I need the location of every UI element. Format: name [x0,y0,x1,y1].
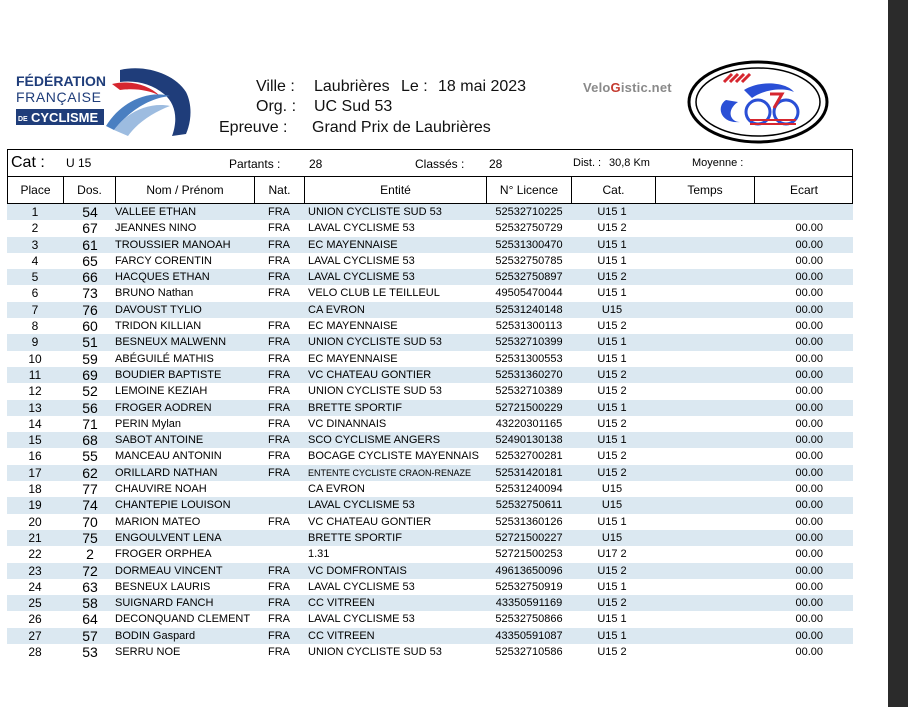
cell-place: 15 [28,433,42,448]
cell-nat: FRA [268,238,290,251]
cell-cat: U15 1 [597,613,627,626]
cell-name: JEANNES NINO [115,222,197,235]
cell-licence: 52531300470 [495,238,563,251]
cell-cat: U15 1 [597,434,627,447]
cell-entite: BRETTE SPORTIF [308,531,402,544]
cell-ecart: 00.00 [795,352,823,365]
cell-dos: 64 [82,611,98,628]
cell-entite: VC DOMFRONTAIS [308,564,407,577]
cell-licence: 52532750866 [495,613,563,626]
cell-place: 22 [28,547,42,562]
cell-entite: CC VITREEN [308,597,375,610]
cell-cat: U15 1 [597,352,627,365]
cell-name: BESNEUX LAURIS [115,580,211,593]
summary-bar [7,149,853,177]
cell-cat: U17 2 [597,548,627,561]
table-row [7,595,853,611]
cell-place: 17 [28,465,42,480]
cell-place: 11 [28,367,42,382]
results-table-body [7,204,853,660]
cell-cat: U15 1 [597,515,627,528]
cell-entite: EC MAYENNAISE [308,320,398,333]
logo-line-2: FRANÇAISE [16,89,102,105]
table-row [7,481,853,497]
cell-dos: 73 [82,285,98,302]
cell-dos: 76 [82,301,98,318]
cell-nat: FRA [268,580,290,593]
cell-cat: U15 2 [597,466,627,479]
table-row [7,530,853,546]
cell-entite: EC MAYENNAISE [308,238,398,251]
col-header-entite: Entité [305,177,487,203]
brand-part-1: Velo [583,80,611,95]
cell-licence: 52721500229 [495,401,563,414]
cell-nat [254,497,304,513]
cell-ecart: 00.00 [795,548,823,561]
cell-dos: 61 [82,236,98,253]
cell-cat: U15 1 [597,254,627,267]
cell-place: 18 [28,482,42,497]
cell-name: ORILLARD NATHAN [115,466,218,479]
cell-licence: 49613650096 [495,564,563,577]
cell-dos: 77 [82,481,98,498]
club-logo [686,60,831,145]
cell-nat: FRA [268,434,290,447]
cell-nat: FRA [268,515,290,528]
cell-entite: CA EVRON [308,483,365,496]
cell-dos: 67 [82,220,98,237]
cell-entite: VC CHATEAU GONTIER [308,368,432,381]
classes-value: 28 [489,157,503,171]
col-header-place: Place [8,177,64,203]
cell-nat: FRA [268,206,290,218]
cell-licence: 52531300553 [495,352,563,365]
velogistic-brand [583,80,672,95]
logo-line-1: FÉDÉRATION [16,73,106,89]
cell-nat: FRA [268,597,290,610]
cell-nat: FRA [268,254,290,267]
classes-label: Classés : [415,157,465,171]
cell-ecart: 00.00 [795,385,823,398]
cell-cat: U15 2 [597,564,627,577]
partants-label: Partants : [229,157,281,171]
cell-nat: FRA [268,287,290,300]
table-row [7,514,853,530]
cell-nat: FRA [268,613,290,626]
org-label: Org. : [256,98,297,115]
date-value: 18 mai 2023 [438,78,527,95]
cell-entite: LAVAL CYCLISME 53 [308,499,415,512]
cell-entite: UNION CYCLISTE SUD 53 [308,385,442,398]
epreuve-value: Grand Prix de Laubrières [312,119,491,136]
col-header-temps: Temps [656,177,755,203]
cell-dos: 59 [82,350,98,367]
cell-name: FROGER AODREN [115,401,212,414]
cell-licence: 52531240148 [495,303,563,316]
cell-licence: 49505470044 [495,287,563,300]
cell-entite: LAVAL CYCLISME 53 [308,271,415,284]
cell-entite: EC MAYENNAISE [308,352,398,365]
cell-cat: U15 2 [597,320,627,333]
cell-nat [254,530,304,546]
table-row [7,628,853,644]
cell-name: BODIN Gaspard [115,629,196,642]
cell-name: FROGER ORPHEA [115,548,212,561]
cell-dos: 63 [82,578,98,595]
cell-cat: U15 2 [597,385,627,398]
cell-entite: VELO CLUB LE TEILLEUL [308,287,440,300]
cell-ecart: 00.00 [795,254,823,267]
table-row [7,416,853,432]
cell-ecart: 00.00 [795,434,823,447]
cell-entite: UNION CYCLISTE SUD 53 [308,206,442,218]
cell-place: 13 [28,400,42,415]
cell-place: 10 [28,351,42,366]
cell-nat: FRA [268,320,290,333]
table-row [7,285,853,301]
cell-licence: 52531360126 [495,515,563,528]
cell-cat: U15 2 [597,597,627,610]
col-header-nat: Nat. [255,177,305,203]
cell-dos: 62 [82,464,98,481]
cell-licence: 52721500253 [495,548,563,561]
table-row [7,611,853,627]
cell-place: 4 [31,253,39,268]
cell-nat: FRA [268,417,290,430]
cell-name: LEMOINE KEZIAH [115,385,208,398]
cell-licence: 52532710225 [495,206,563,218]
cell-place: 26 [28,612,42,627]
cell-name: TRIDON KILLIAN [115,320,202,333]
cell-entite: VC CHATEAU GONTIER [308,515,432,528]
cell-dos: 72 [82,562,98,579]
cell-ecart: 00.00 [795,597,823,610]
cell-ecart: 00.00 [795,320,823,333]
cell-place: 16 [28,449,42,464]
cell-cat: U15 2 [597,646,627,659]
cell-entite: UNION CYCLISTE SUD 53 [308,646,442,659]
cell-ecart: 00.00 [795,613,823,626]
cell-dos: 65 [82,252,98,269]
cell-entite: LAVAL CYCLISME 53 [308,580,415,593]
cell-dos: 70 [82,513,98,530]
cell-cat: U15 [601,499,623,512]
table-row [7,253,853,269]
cell-name: DECONQUAND CLEMENT [115,613,251,626]
cell-entite: CC VITREEN [308,629,375,642]
table-row [7,204,853,220]
cat-label: Cat : [11,154,45,171]
cell-cat: U15 1 [597,580,627,593]
cell-cat: U15 2 [597,417,627,430]
cell-place: 5 [31,270,39,285]
cell-licence: 43350591169 [495,597,563,610]
cell-dos: 68 [82,432,98,449]
cell-nat: FRA [268,368,290,381]
dist-value: 30,8 Km [609,157,650,169]
cell-dos: 57 [82,627,98,644]
table-row [7,367,853,383]
cell-nat: FRA [268,466,290,479]
cell-name: SERRU NOE [115,646,181,659]
cell-dos: 56 [82,399,98,416]
cell-nat: FRA [268,629,290,642]
cat-value: U 15 [66,156,92,170]
cell-dos: 54 [82,204,98,220]
col-header-ecart: Ecart [789,183,818,197]
table-row [7,318,853,334]
cell-licence: 52532750611 [495,499,563,512]
cell-place: 6 [31,286,39,301]
table-row [7,497,853,513]
cell-place: 19 [28,498,42,513]
cell-cat: U15 1 [597,336,627,349]
cell-dos: 2 [86,546,94,563]
ville-value: Laubrières [314,78,390,95]
cell-place: 12 [28,384,42,399]
cell-ecart: 00.00 [795,401,823,414]
cell-nat: FRA [268,271,290,284]
cell-cat: U15 1 [597,238,627,251]
table-row [7,563,853,579]
cell-nat: FRA [268,646,290,659]
cell-place: 1 [31,205,39,219]
brand-part-2: G [610,80,621,95]
cell-nat: FRA [268,564,290,577]
cell-ecart: 00.00 [795,417,823,430]
cell-name: BOUDIER BAPTISTE [115,368,222,381]
cell-cat: U15 2 [597,271,627,284]
cell-entite: ENTENTE CYCLISTE CRAON-RENAZE [308,467,472,478]
cell-licence: 52532750897 [495,271,563,284]
cell-place: 7 [31,302,39,317]
page-side-bar [888,0,908,707]
cell-licence: 52532700281 [495,450,563,463]
cell-place: 27 [28,628,42,643]
cell-name: TROUSSIER MANOAH [115,238,231,251]
cell-name: DAVOUST TYLIO [115,303,202,316]
cell-dos: 71 [82,415,98,432]
cell-name: BRUNO Nathan [115,287,194,300]
org-value: UC Sud 53 [314,98,393,115]
cell-cat: U15 [601,303,623,316]
cell-ecart: 00.00 [795,287,823,300]
col-header-cat: Cat. [572,177,656,203]
cell-cat: U15 [601,531,623,544]
cell-dos: 74 [82,497,98,514]
cell-name: ABÉGUILÉ MATHIS [115,352,214,365]
cell-ecart: 00.00 [795,450,823,463]
table-row [7,351,853,367]
cell-cat: U15 1 [597,206,627,218]
cell-name: VALLEE ETHAN [115,206,197,218]
table-row [7,465,853,481]
table-row [7,644,853,660]
cell-nat: FRA [268,450,290,463]
cell-dos: 58 [82,595,98,612]
cell-place: 24 [28,579,42,594]
cell-entite: VC DINANNAIS [308,417,387,430]
cell-place: 14 [28,416,42,431]
cell-entite: LAVAL CYCLISME 53 [308,613,415,626]
cell-nat [254,302,304,318]
federation-francaise-cyclisme-logo [10,60,195,142]
cell-name: PERIN Mylan [115,417,182,430]
cell-place: 8 [31,319,39,334]
table-row [7,400,853,416]
cell-nat [254,546,304,562]
cell-entite: 1.31 [308,548,330,561]
cell-place: 2 [31,221,39,236]
cell-licence: 52532750919 [495,580,563,593]
cell-ecart: 00.00 [795,531,823,544]
cell-licence: 52721500227 [495,531,563,544]
cell-nat: FRA [268,401,290,414]
cell-name: CHAUVIRE NOAH [115,483,207,496]
cell-entite: LAVAL CYCLISME 53 [308,254,415,267]
cell-dos: 75 [82,529,98,546]
cell-licence: 52532750729 [495,222,563,235]
cell-entite: SCO CYCLISME ANGERS [308,434,441,447]
cell-ecart: 00.00 [795,483,823,496]
cell-place: 28 [28,645,42,660]
cell-licence: 52531240094 [495,483,563,496]
cell-entite: LAVAL CYCLISME 53 [308,222,415,235]
cell-name: ENGOULVENT LENA [115,531,222,544]
cell-name: BESNEUX MALWENN [115,336,227,349]
results-table-header [7,177,853,204]
cell-cat: U15 [601,483,623,496]
cell-ecart: 00.00 [795,368,823,381]
cell-ecart: 00.00 [795,515,823,528]
cell-ecart: 00.00 [795,271,823,284]
cell-dos: 55 [82,448,98,465]
cell-name: DORMEAU VINCENT [115,564,223,577]
cell-nat: FRA [268,222,290,235]
cell-nat [254,481,304,497]
cell-ecart: 00.00 [795,580,823,593]
cell-licence: 52532710389 [495,385,563,398]
cell-ecart: 00.00 [795,629,823,642]
cell-entite: CA EVRON [308,303,365,316]
cell-name: MARION MATEO [115,515,201,528]
logo-line-4: CYCLISME [31,110,99,125]
cell-place: 9 [31,335,39,350]
cell-ecart [747,204,823,220]
cell-dos: 51 [82,334,98,351]
cell-licence: 52532750785 [495,254,563,267]
cell-cat: U15 1 [597,287,627,300]
cell-licence: 52531360270 [495,368,563,381]
cell-name: HACQUES ETHAN [115,271,210,284]
col-header-licence: N° Licence [487,177,572,203]
cell-dos: 69 [82,366,98,383]
cell-licence: 43350591087 [495,629,563,642]
table-row [7,383,853,399]
cell-name: SABOT ANTOINE [115,434,204,447]
cell-entite: BOCAGE CYCLISTE MAYENNAIS [308,450,479,463]
table-row [7,237,853,253]
cell-licence: 52490130138 [495,434,563,447]
table-row [7,546,853,562]
cell-nat: FRA [268,352,290,365]
cell-entite: BRETTE SPORTIF [308,401,402,414]
cell-dos: 52 [82,383,98,400]
table-row [7,448,853,464]
brand-part-3: istic.net [620,80,672,95]
table-row [7,334,853,350]
epreuve-label: Epreuve : [219,119,288,136]
cell-ecart: 00.00 [795,646,823,659]
col-header-dos: Dos. [64,177,116,203]
cell-ecart: 00.00 [795,564,823,577]
cell-licence: 52532710586 [495,646,563,659]
cell-cat: U15 1 [597,629,627,642]
col-header-name: Nom / Prénom [116,177,255,203]
cell-licence: 52532710399 [495,336,563,349]
cell-name: CHANTEPIE LOUISON [115,499,231,512]
table-row [7,269,853,285]
date-label: Le : [401,78,428,95]
table-row [7,302,853,318]
cell-ecart: 00.00 [795,336,823,349]
cell-nat: FRA [268,336,290,349]
cell-place: 20 [28,514,42,529]
table-row [7,432,853,448]
cell-cat: U15 2 [597,368,627,381]
cell-licence: 52531300113 [495,320,563,333]
cell-ecart: 00.00 [795,303,823,316]
cell-entite: UNION CYCLISTE SUD 53 [308,336,442,349]
cell-ecart: 00.00 [795,499,823,512]
cell-name: SUIGNARD FANCH [115,597,214,610]
moyenne-label: Moyenne : [692,157,744,169]
cell-nat: FRA [268,385,290,398]
cell-place: 3 [31,237,39,252]
cell-ecart: 00.00 [795,466,823,479]
cell-cat: U15 2 [597,222,627,235]
cell-name: FARCY CORENTIN [115,254,212,267]
cell-cat: U15 1 [597,401,627,414]
cell-ecart: 00.00 [795,222,823,235]
logo-line-3: DE [18,116,28,123]
cell-licence: 43220301165 [495,417,563,430]
table-row [7,579,853,595]
partants-value: 28 [309,157,323,171]
cell-dos: 60 [82,318,98,335]
dist-label: Dist. : [573,157,602,169]
cell-ecart: 00.00 [795,238,823,251]
cell-cat: U15 2 [597,450,627,463]
ville-label: Ville : [256,78,295,95]
cell-name: MANCEAU ANTONIN [115,450,222,463]
cell-place: 25 [28,596,42,611]
table-row [7,220,853,236]
cell-dos: 53 [82,644,98,661]
cell-place: 23 [28,563,42,578]
cell-dos: 66 [82,269,98,286]
cell-licence: 52531420181 [495,466,563,479]
cell-place: 21 [28,530,42,545]
